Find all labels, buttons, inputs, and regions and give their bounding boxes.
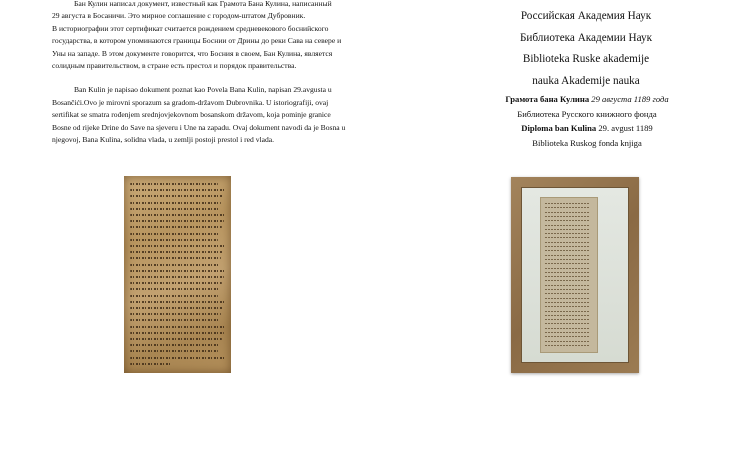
frame-mat bbox=[521, 187, 629, 363]
charter-script-line bbox=[130, 270, 226, 272]
parchment-script-line bbox=[545, 220, 589, 221]
charter-script-line bbox=[130, 357, 225, 359]
parchment-script-line bbox=[545, 255, 589, 256]
heading-line: Библиотека Академии Наук bbox=[519, 31, 653, 44]
charter-script-line bbox=[130, 338, 222, 340]
bs-line: njegovoj, Bana Kulina, solidna vlada, u zemlji postoji prestol i red vlada. bbox=[52, 135, 275, 145]
charter-manuscript-photo bbox=[124, 176, 231, 373]
framed-charter-photo bbox=[511, 177, 639, 373]
caption-ru-library: Библиотека Русского книжного фонда bbox=[517, 108, 657, 119]
parchment-script-line bbox=[545, 285, 589, 286]
caption-line-ru-title bbox=[474, 92, 700, 107]
parchment-script-line bbox=[545, 306, 589, 307]
bs-line: Bosne od rijeke Drine do Save na sjeveru i Une na zapadu. Ovaj dokument navodi da je Bosna u bbox=[52, 122, 346, 132]
ru-line: 29 августа в Босаничи. Это мирное соглашение с городом-штатом Дубровник. bbox=[52, 11, 306, 21]
parchment-script-line bbox=[545, 250, 589, 251]
charter-script-line bbox=[130, 226, 222, 228]
charter-script-line bbox=[130, 350, 218, 352]
charter-script-line bbox=[130, 301, 225, 303]
charter-script-line bbox=[130, 326, 226, 328]
caption-bs-library: Biblioteka Ruskog fonda knjiga bbox=[532, 137, 642, 148]
charter-script-line bbox=[130, 332, 224, 334]
heading-line: Biblioteka Ruske akademije bbox=[522, 53, 650, 65]
charter-script-line bbox=[130, 195, 223, 197]
caption-line-bs-title bbox=[474, 121, 700, 136]
left-text-column bbox=[52, 0, 352, 146]
parchment-script-line bbox=[545, 315, 589, 316]
ru-line: Бан Кулин написал документ, известный как Грамота Бана Кулина, написанный bbox=[74, 0, 332, 8]
bs-line: Bosančići.Ovo je mirovni sporazum sa gradom-državom Dubrovnika. U istoriografiji, ovaj bbox=[52, 97, 329, 107]
charter-script-line bbox=[130, 214, 226, 216]
ru-line: государства, в котором упоминаются границы Боснии от Дрины до реки Сава на севере и bbox=[52, 36, 342, 46]
parchment-script-line bbox=[545, 233, 589, 234]
charter-script-line bbox=[130, 307, 223, 309]
parchment-script-line bbox=[545, 336, 589, 337]
charter-script-line bbox=[130, 208, 219, 210]
charter-script-line bbox=[130, 264, 219, 266]
charter-script-line bbox=[130, 295, 218, 297]
parchment-script-line bbox=[545, 345, 589, 346]
parchment-script-line bbox=[545, 302, 589, 303]
charter-caption bbox=[474, 92, 700, 150]
library-heading bbox=[488, 6, 684, 92]
parchment-script-line bbox=[545, 323, 589, 324]
parchment-script-line bbox=[545, 225, 589, 226]
ru-line: солидным правительством, в стране есть престол и порядок правительства. bbox=[52, 61, 297, 71]
caption-ru-title: Грамота бана Кулина bbox=[505, 94, 590, 104]
charter-script-line bbox=[130, 319, 219, 321]
charter-script-line bbox=[130, 288, 220, 290]
charter-script-line bbox=[130, 189, 225, 191]
parchment-script-line bbox=[545, 311, 589, 312]
charter-script-line bbox=[130, 363, 172, 365]
parchment-script-line bbox=[545, 203, 589, 204]
heading-line: nauka Akademije nauka bbox=[532, 74, 640, 87]
parchment-script-line bbox=[545, 280, 589, 281]
parchment-script-line bbox=[545, 332, 589, 333]
charter-script-line bbox=[130, 257, 221, 259]
parchment-script-line bbox=[545, 259, 589, 260]
parchment-script-line bbox=[545, 268, 589, 269]
heading-line: Российская Академия Наук bbox=[520, 10, 652, 22]
charter-script-line bbox=[130, 220, 224, 222]
parchment-script-line bbox=[545, 242, 589, 243]
parchment-script-line bbox=[545, 246, 589, 247]
caption-ru-date: 29 августа 1189 года bbox=[589, 94, 669, 104]
parchment-script-line bbox=[545, 328, 589, 329]
parchment-script-line bbox=[545, 263, 589, 264]
parchment-script-line bbox=[545, 229, 589, 230]
parchment-script-line bbox=[545, 216, 589, 217]
bs-line: sertifikat se smatra rođenjem srednjovjekovnom bosanskom državom, koja pominje granice bbox=[52, 110, 331, 120]
charter-script-line bbox=[130, 276, 224, 278]
charter-script-line bbox=[130, 344, 220, 346]
charter-script-line bbox=[130, 245, 225, 247]
parchment-script-line bbox=[545, 212, 589, 213]
charter-script-line bbox=[130, 313, 221, 315]
russian-paragraph bbox=[52, 0, 352, 72]
charter-script-line bbox=[130, 251, 223, 253]
parchment-script-line bbox=[545, 293, 589, 294]
parchment-script-line bbox=[545, 207, 589, 208]
bosnian-paragraph bbox=[52, 84, 352, 146]
charter-script-line bbox=[130, 239, 218, 241]
parchment-script-line bbox=[545, 319, 589, 320]
charter-script-line bbox=[130, 233, 220, 235]
parchment-script-line bbox=[545, 341, 589, 342]
parchment-script-line bbox=[545, 276, 589, 277]
ru-line: В историографии этот сертификат считается рождением средневекового боснийского bbox=[52, 23, 329, 33]
parchment-script-line bbox=[545, 298, 589, 299]
charter-script-line bbox=[130, 202, 221, 204]
bs-line: Ban Kulin je napisao dokument poznat kao Povela Bana Kulin, napisan 29.avgusta u bbox=[74, 85, 332, 95]
caption-bs-date: 29. avgust 1189 bbox=[596, 123, 653, 133]
parchment-script-line bbox=[545, 237, 589, 238]
caption-bs-title: Diploma ban Kulina bbox=[521, 123, 597, 133]
parchment-script-line bbox=[545, 272, 589, 273]
ru-line: Уны на западе. В этом документе говорится, что Босния в своем, Бан Кулина, является bbox=[52, 48, 333, 58]
framed-parchment bbox=[540, 197, 598, 353]
charter-script-line bbox=[130, 282, 222, 284]
parchment-script-line bbox=[545, 289, 589, 290]
charter-script-line bbox=[130, 183, 218, 185]
